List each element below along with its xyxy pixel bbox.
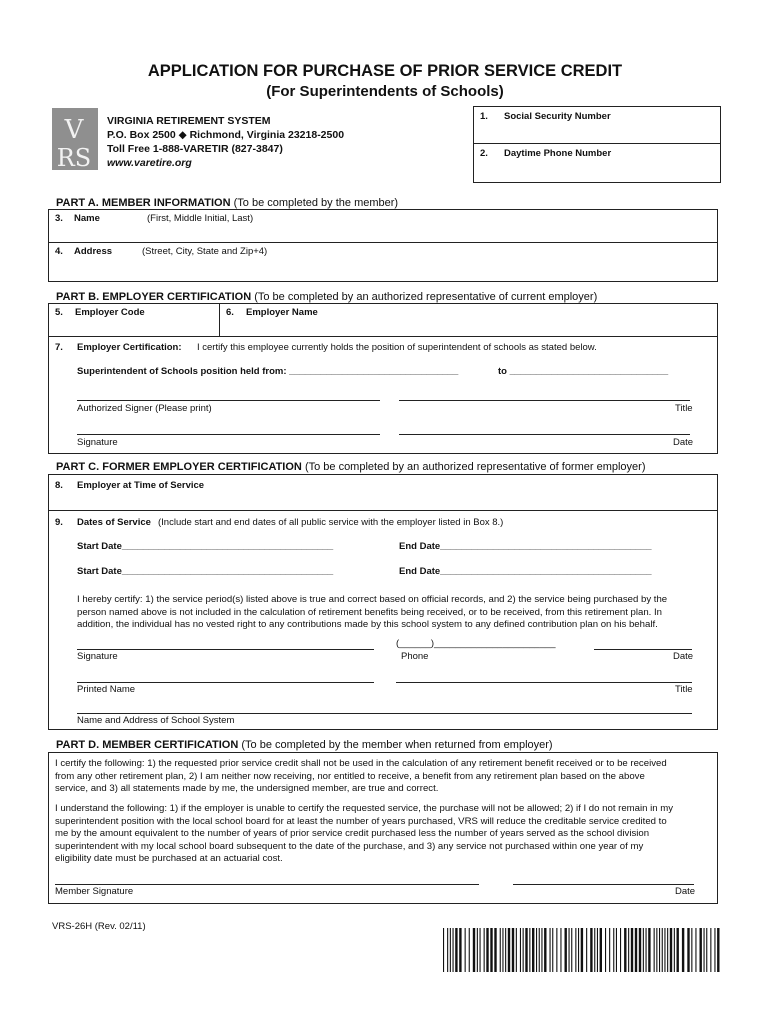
barcode-bar	[571, 928, 572, 972]
phone-box[interactable]	[473, 143, 721, 183]
barcode-bar	[639, 928, 641, 972]
org-name: VIRGINIA RETIREMENT SYSTEM	[107, 115, 271, 127]
barcode-bar	[635, 928, 637, 972]
member-understand-line-4: superintendent with my local school board subsequent to the date of the purchase, and 3) any service not purchased within one year of my	[55, 840, 644, 852]
barcode-bar	[609, 928, 610, 972]
barcode-bar	[484, 928, 485, 972]
employer-name-field[interactable]	[219, 303, 718, 337]
school-system-label: Name and Address of School System	[77, 715, 235, 726]
barcode-bar	[508, 928, 510, 972]
barcode-bar	[539, 928, 540, 972]
school-system-line[interactable]	[77, 713, 692, 714]
signature-label: Signature	[77, 437, 118, 448]
box2-number: 2.	[480, 148, 488, 159]
org-address: P.O. Box 2500 ◆ Richmond, Virginia 23218-2500	[107, 129, 345, 141]
part-c-note: (To be completed by an authorized representative of former employer)	[304, 461, 646, 473]
barcode-bar	[643, 928, 644, 972]
part-b-heading	[56, 291, 597, 303]
title-line[interactable]	[399, 400, 690, 401]
part-c-heading	[56, 461, 646, 473]
name-label: Name	[74, 213, 100, 224]
address-field[interactable]	[48, 242, 718, 282]
part-a-title: PART A. MEMBER INFORMATION	[56, 197, 231, 209]
barcode-bar	[682, 928, 684, 972]
barcode-bar	[677, 928, 679, 972]
barcode-bar	[450, 928, 451, 972]
barcode-bar	[631, 928, 633, 972]
barcode-bar	[605, 928, 606, 972]
barcode-bar	[578, 928, 579, 972]
part-d-title: PART D. MEMBER CERTIFICATION	[56, 739, 239, 751]
address-label: Address	[74, 246, 113, 257]
phone-label: Daytime Phone Number	[504, 148, 612, 159]
barcode-bar	[516, 928, 517, 972]
barcode-bar	[494, 928, 496, 972]
dates-of-service-label: Dates of Service	[77, 517, 151, 528]
name-hint: (First, Middle Initial, Last)	[147, 213, 254, 224]
barcode-bar	[490, 928, 492, 972]
vrs-logo	[52, 108, 98, 170]
member-signature-label: Member Signature	[55, 886, 134, 897]
barcode-bar	[541, 928, 542, 972]
barcode-bar	[648, 928, 650, 972]
barcode-bar	[453, 928, 454, 972]
part-a-heading	[56, 197, 398, 209]
former-employer-certify-text	[77, 594, 717, 632]
barcode-bar	[717, 928, 719, 972]
svg-text:RS: RS	[56, 144, 92, 170]
barcode-bar	[613, 928, 614, 972]
certify-line-2: person named above is not included in the calculation of retirement benefits being received, or to be received, from this retirement plan. In	[77, 606, 663, 618]
barcode-bar	[670, 928, 672, 972]
barcode-bar	[500, 928, 501, 972]
printed-name-label: Printed Name	[77, 684, 136, 695]
barcode-bar	[581, 928, 583, 972]
barcode-bar	[654, 928, 655, 972]
field-8-number: 8.	[55, 480, 63, 491]
employer-name-label: Employer Name	[246, 307, 318, 318]
barcode-bar	[569, 928, 570, 972]
barcode-bar	[600, 928, 602, 972]
printed-name-line[interactable]	[77, 682, 374, 683]
member-certification-section	[48, 752, 718, 904]
barcode-bar	[687, 928, 689, 972]
barcode-bar	[597, 928, 598, 972]
position-held-from[interactable]: Superintendent of Schools position held from: ________________________________	[77, 366, 459, 377]
barcode-bar	[624, 928, 626, 972]
barcode-bar	[667, 928, 668, 972]
employer-certification-text: I certify this employee currently holds the position of superintendent of schools as stated below.	[197, 342, 597, 353]
barcode-bar	[550, 928, 551, 972]
part-b-title: PART B. EMPLOYER CERTIFICATION	[56, 291, 252, 303]
dates-of-service-hint: (Include start and end dates of all public service with the employer listed in Box 8.)	[158, 517, 504, 528]
barcode-bar	[594, 928, 595, 972]
barcode-bar	[664, 928, 665, 972]
barcode-bar	[477, 928, 478, 972]
address-hint: (Street, City, State and Zip+4)	[142, 246, 268, 257]
certify-line-1: I hereby certify: 1) the service period(s) listed above is true and correct based on official records, and 2) the service being purchased by the	[77, 594, 668, 605]
former-phone-label: Phone	[401, 651, 429, 662]
employer-at-time-label: Employer at Time of Service	[77, 480, 205, 491]
part-d-heading	[56, 739, 553, 751]
barcode-bar	[525, 928, 527, 972]
certify-line-3: addition, the individual has no vested right to any contributions made by this school system to any defined contribution plan on his behalf.	[77, 619, 658, 631]
barcode-bar	[695, 928, 696, 972]
form-id: VRS-26H (Rev. 02/11)	[52, 921, 146, 932]
barcode-bar	[714, 928, 715, 972]
barcode-bar	[480, 928, 481, 972]
part-d-note: (To be completed by the member when returned from employer)	[241, 739, 553, 751]
barcode-bar	[523, 928, 524, 972]
svg-text:V: V	[64, 115, 84, 145]
barcode-bar	[443, 928, 444, 972]
barcode-bar	[520, 928, 521, 972]
barcode-graphic	[441, 928, 723, 972]
member-certify-line-3: service, and 3) all statements made by me, the undersigned member, are true and correct.	[55, 783, 439, 795]
signer-label: Authorized Signer (Please print)	[77, 403, 212, 414]
field-7-number: 7.	[55, 342, 63, 353]
vrs-logo-mark	[52, 108, 98, 170]
barcode-bar	[586, 928, 587, 972]
barcode-bar	[529, 928, 530, 972]
start-date-2[interactable]: Start Date________________________________________	[77, 566, 334, 577]
member-understand-line-1: I understand the following: 1) if the employer is unable to certify the requested service, the purchase will not be allowed; 2) if I do not remain in my	[55, 803, 674, 814]
barcode-bar	[532, 928, 534, 972]
former-date-line[interactable]	[594, 649, 692, 650]
former-title-label: Title	[675, 684, 693, 695]
field-3-number: 3.	[55, 213, 63, 224]
barcode-bar	[469, 928, 470, 972]
start-date-1[interactable]: Start Date________________________________________	[77, 541, 334, 552]
barcode-bar	[659, 928, 660, 972]
end-date-2[interactable]: End Date________________________________________	[399, 566, 652, 577]
member-certify-text	[55, 758, 711, 796]
member-certify-line-1: I certify the following: 1) the requested prior service credit shall not be used in the calculation of any retirement benefit received or to be received	[55, 758, 667, 769]
phone-blank[interactable]: (______)_______________________	[396, 638, 556, 649]
barcode-bar	[512, 928, 514, 972]
org-toll-free: Toll Free 1-888-VARETIR (827-3847)	[107, 143, 283, 155]
field-4-number: 4.	[55, 246, 63, 257]
barcode-bar	[662, 928, 663, 972]
former-signature-label: Signature	[77, 651, 118, 662]
barcode-bar	[544, 928, 546, 972]
barcode-bar	[447, 928, 448, 972]
barcode-bar	[552, 928, 553, 972]
barcode-bar	[455, 928, 457, 972]
employer-certification-section	[48, 336, 718, 454]
barcode-bar	[486, 928, 488, 972]
barcode-bar	[620, 928, 621, 972]
barcode-bar	[691, 928, 692, 972]
barcode-bar	[704, 928, 705, 972]
barcode-bar	[560, 928, 561, 972]
barcode-bar	[628, 928, 629, 972]
barcode-bar	[656, 928, 657, 972]
ssn-box[interactable]	[473, 106, 721, 144]
former-date-label: Date	[673, 651, 694, 662]
member-understand-line-2: superintendent position with the local school board for at least the number of years purchased, VRS will reduce the creditable service credited to	[55, 815, 667, 827]
barcode-bar	[473, 928, 475, 972]
box1-number: 1.	[480, 111, 488, 122]
name-field[interactable]	[48, 209, 718, 243]
signer-line[interactable]	[77, 400, 380, 401]
barcode-bar	[710, 928, 711, 972]
date-line[interactable]	[399, 434, 690, 435]
barcode-bar	[706, 928, 707, 972]
field-6-number: 6.	[226, 307, 234, 318]
employer-code-field[interactable]	[48, 303, 220, 337]
member-understand-line-3: me by the amount equivalent to the number of years of prior service credit purchased less the number of years served as the school division	[55, 828, 650, 840]
former-title-line[interactable]	[396, 682, 692, 683]
part-a-note: (To be completed by the member)	[233, 197, 399, 209]
member-understand-text	[55, 803, 711, 866]
barcode-bar	[565, 928, 567, 972]
barcode	[441, 928, 723, 972]
form-title: APPLICATION FOR PURCHASE OF PRIOR SERVICE CREDIT	[147, 62, 623, 80]
part-b-note: (To be completed by an authorized representative of current employer)	[254, 291, 598, 303]
member-understand-line-5: eligibility date must be purchased at an actuarial cost.	[55, 853, 283, 865]
part-c-title: PART C. FORMER EMPLOYER CERTIFICATION	[56, 461, 302, 473]
barcode-bar	[505, 928, 506, 972]
barcode-bar	[646, 928, 647, 972]
barcode-bar	[700, 928, 702, 972]
form-subtitle: (For Superintendents of Schools)	[266, 83, 504, 100]
barcode-bar	[502, 928, 503, 972]
employer-certification-label: Employer Certification:	[77, 342, 182, 353]
date-label: Date	[673, 437, 694, 448]
field-5-number: 5.	[55, 307, 63, 318]
barcode-bar	[459, 928, 461, 972]
member-certify-line-2: from any other retirement plan, 2) I am neither now receiving, nor entitled to receive, a benefit from any retirement plan based on the above	[55, 770, 645, 782]
barcode-bar	[674, 928, 675, 972]
former-signature-line[interactable]	[77, 649, 374, 650]
member-signature-line[interactable]	[55, 884, 479, 885]
member-date-line[interactable]	[513, 884, 694, 885]
signature-line[interactable]	[77, 434, 380, 435]
end-date-1[interactable]: End Date________________________________________	[399, 541, 652, 552]
barcode-bar	[556, 928, 557, 972]
field-9-number: 9.	[55, 517, 63, 528]
employer-at-time-field[interactable]	[48, 474, 718, 511]
barcode-bar	[465, 928, 466, 972]
barcode-bar	[590, 928, 592, 972]
org-website: www.varetire.org	[107, 157, 192, 169]
title-label: Title	[675, 403, 693, 414]
barcode-bar	[575, 928, 576, 972]
dates-of-service-section	[48, 510, 718, 730]
barcode-bar	[536, 928, 537, 972]
ssn-label: Social Security Number	[504, 111, 611, 122]
employer-code-label: Employer Code	[75, 307, 145, 318]
member-date-label: Date	[675, 886, 696, 897]
barcode-bar	[616, 928, 617, 972]
position-held-to[interactable]: to ______________________________	[498, 366, 669, 377]
